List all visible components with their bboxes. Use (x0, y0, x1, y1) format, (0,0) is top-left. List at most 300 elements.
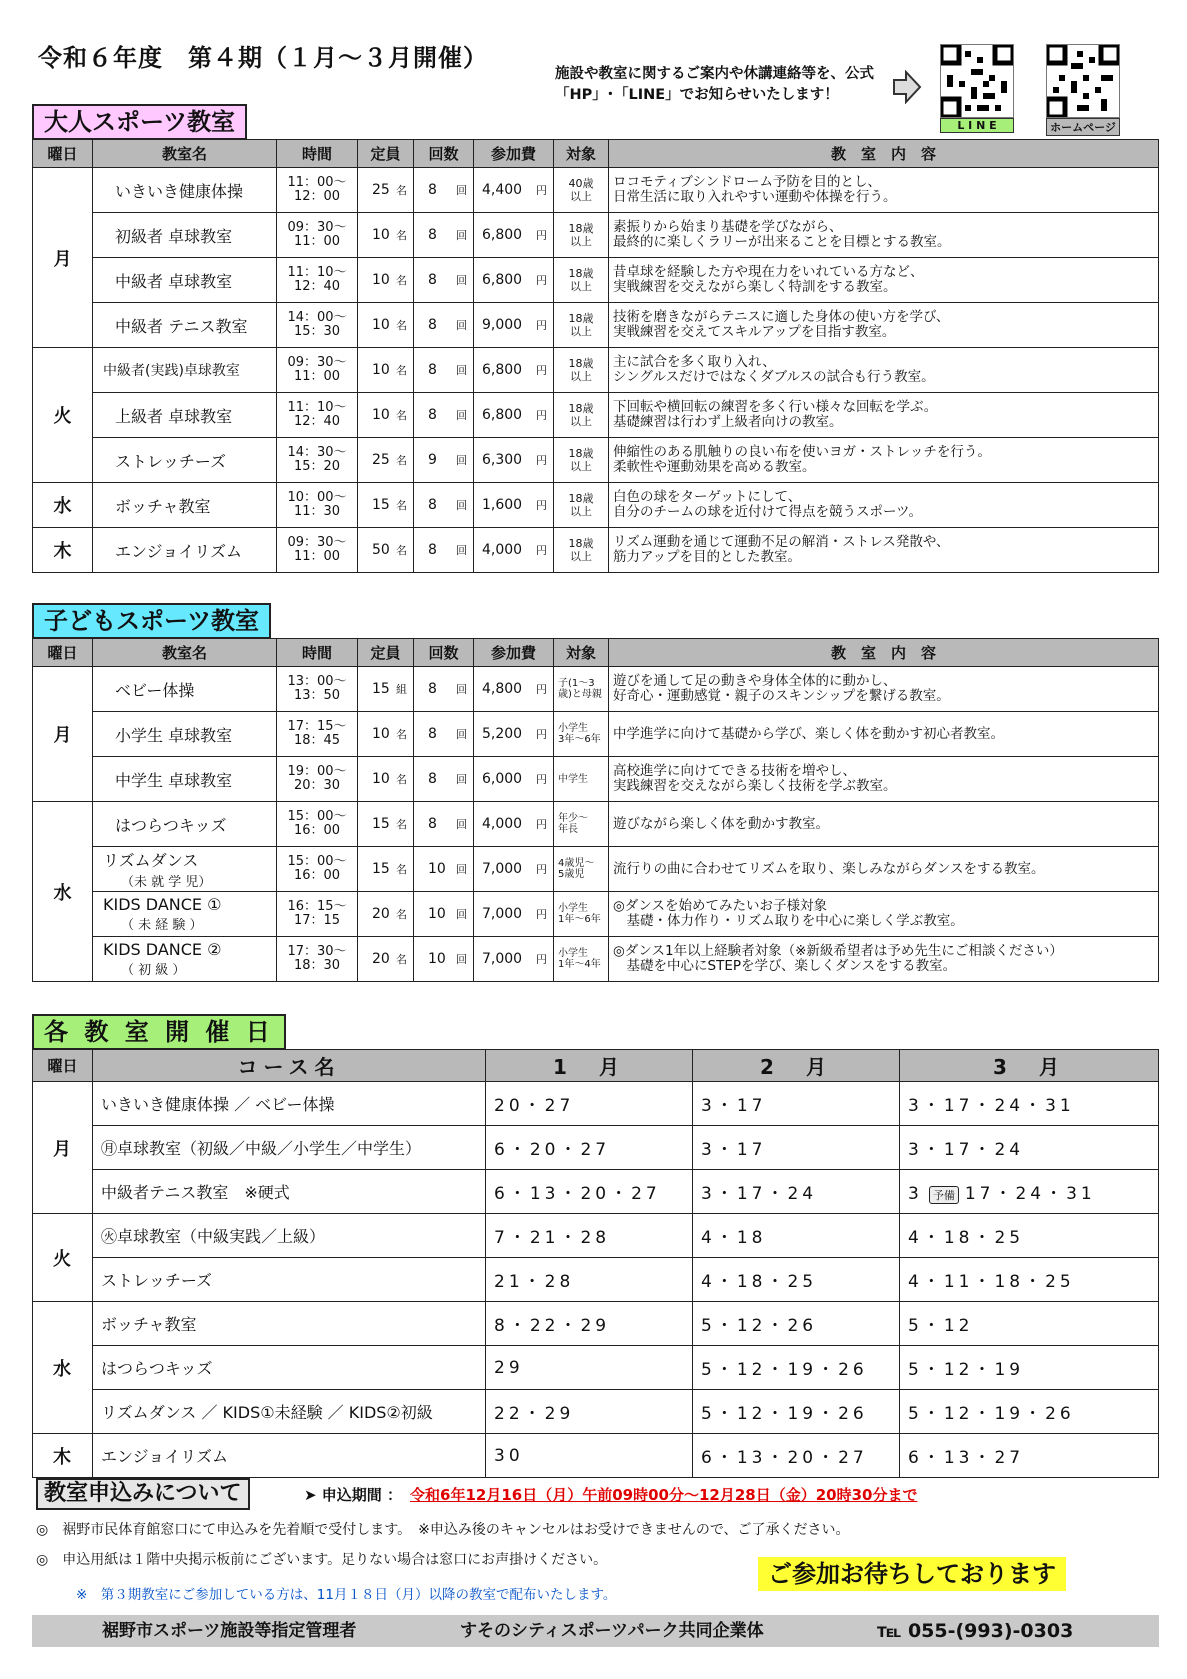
content-line-1: ◎ダンス1年以上経験者対象（※新級希望者は予め先生にご相談ください） (613, 943, 1063, 959)
count-unit: 回 (456, 319, 467, 332)
target-cell (554, 438, 609, 483)
class-name-sub: （ 未 経 験 ） (121, 918, 203, 933)
count-unit: 回 (456, 274, 467, 287)
content-line-1: 素振りから始まり基礎を学びながら、 (613, 219, 843, 235)
time-end: 12：40 (293, 279, 341, 294)
content-line-1: 高校進学に向けてできる技術を増やし、 (613, 763, 856, 779)
january-dates-text: 8・22・29 (494, 1316, 611, 1336)
target-cell (554, 303, 609, 348)
col-fee: 参加費 (474, 140, 554, 168)
target-line-1: 子(1～3 (558, 678, 595, 689)
january-dates (486, 1126, 693, 1170)
target-line-1: 18歳 (568, 267, 594, 280)
march-dates-text: 3・17・24・31 (908, 1096, 1075, 1116)
target-line-1: 18歳 (568, 402, 594, 415)
february-dates (693, 1346, 900, 1390)
col-day: 曜日 (33, 639, 93, 667)
capacity-value: 15 (372, 497, 390, 513)
content-cell (609, 528, 1159, 573)
fee-unit: 円 (536, 274, 547, 287)
col-fee: 参加費 (474, 639, 554, 667)
capacity-cell (358, 258, 414, 303)
capacity-unit: 名 (396, 863, 407, 876)
content-line-1: ◎ダンスを始めてみたいお子様対象 (613, 898, 828, 914)
day-cell: 木 (33, 1434, 93, 1478)
time-end: 11：30 (293, 504, 341, 519)
schedule-row (33, 1346, 1159, 1390)
target-line-2: 以上 (570, 460, 592, 473)
qr-homepage-label: ホームページ (1046, 118, 1120, 136)
schedule-row (33, 1390, 1159, 1434)
day-cell: 月 (33, 1082, 93, 1214)
january-dates-text: 30 (494, 1445, 524, 1466)
fee-value: 4,000 (482, 816, 523, 832)
capacity-cell (358, 712, 414, 757)
time-start: 17：30～ (287, 944, 347, 959)
count-cell (414, 168, 474, 213)
table-row (33, 348, 1159, 393)
time-start: 13：00～ (287, 674, 347, 689)
target-cell (554, 892, 609, 937)
fee-cell (474, 483, 554, 528)
col-content: 教 室 内 容 (609, 140, 1159, 168)
apply-note-2: ◎ 申込用紙は１階中央掲示板前にございます。足りない場合は窓口にお声掛けください。 (36, 1552, 608, 1568)
target-cell (554, 528, 609, 573)
course-name-text: リズムダンス ／ KIDS①未経験 ／ KIDS②初級 (101, 1403, 433, 1422)
january-dates (486, 1390, 693, 1434)
capacity-unit: 名 (396, 454, 407, 467)
time-start: 19：00～ (287, 764, 347, 779)
january-dates (486, 1346, 693, 1390)
time-end: 11：00 (293, 369, 341, 384)
target-line-2: 1年～4年 (558, 959, 601, 970)
schedule-row (33, 1434, 1159, 1478)
capacity-unit: 名 (396, 953, 407, 966)
time-start: 15：00～ (287, 854, 347, 869)
fee-unit: 円 (536, 908, 547, 921)
adult-class-table (32, 139, 1159, 573)
february-dates (693, 1302, 900, 1346)
class-name-text: リズムダンス (103, 851, 199, 870)
page-title: 令和６年度 第４期（１月～３月開催） (38, 44, 488, 72)
february-dates (693, 1258, 900, 1302)
kids-section-title: 子どもスポーツ教室 (32, 603, 271, 639)
course-name (93, 1346, 486, 1390)
content-line-1: 遊びを通して足の動きや身体全体的に動かし、 (613, 673, 897, 689)
fee-cell (474, 937, 554, 982)
col-capacity: 定員 (358, 639, 414, 667)
content-line-2: 基礎・体力作り・リズム取りを中心に楽しく学ぶ教室。 (613, 913, 964, 929)
count-unit: 回 (456, 409, 467, 422)
march-dates-text: 5・12・19・26 (908, 1404, 1075, 1424)
target-line-2: 以上 (570, 415, 592, 428)
march-dates (900, 1434, 1159, 1478)
course-name (93, 1082, 486, 1126)
fee-cell (474, 258, 554, 303)
february-dates-text: 5・12・19・26 (701, 1360, 868, 1380)
class-name-text: 中級者 テニス教室 (115, 316, 248, 336)
time-cell (277, 802, 358, 847)
target-line-1: 4歳児～ (558, 858, 595, 869)
fee-unit: 円 (536, 683, 547, 696)
count-value: 9 (428, 452, 437, 468)
count-cell (414, 303, 474, 348)
course-name-text: エンジョイリズム (101, 1447, 228, 1466)
course-name (93, 1434, 486, 1478)
time-end: 16：00 (293, 868, 341, 883)
class-name-text: 初級者 卓球教室 (115, 226, 233, 246)
table-row (33, 937, 1159, 982)
content-cell (609, 438, 1159, 483)
qr-line[interactable] (940, 44, 1014, 133)
target-cell (554, 937, 609, 982)
count-value: 8 (428, 816, 437, 832)
col-name: 教室名 (93, 639, 277, 667)
welcome-banner: ご参加お待ちしております (758, 1557, 1066, 1591)
time-start: 11：10～ (287, 265, 347, 280)
apply-title: 教室申込みについて (36, 1478, 250, 1510)
february-dates-text: 6・13・20・27 (701, 1448, 868, 1468)
time-cell (277, 258, 358, 303)
target-line-2: 3年～6年 (558, 734, 601, 745)
capacity-unit: 名 (396, 274, 407, 287)
target-cell (554, 213, 609, 258)
target-cell (554, 393, 609, 438)
march-dates-text: 5・12・19 (908, 1360, 1025, 1380)
schedule-row (33, 1214, 1159, 1258)
table-row (33, 528, 1159, 573)
content-cell (609, 802, 1159, 847)
col-content: 教 室 内 容 (609, 639, 1159, 667)
capacity-cell (358, 847, 414, 892)
content-line-1: 下回転や横回転の練習を多く行い様々な回転を学ぶ。 (613, 399, 938, 415)
apply-period-label: ➤ 申込期間 ： (304, 1486, 403, 1504)
content-cell (609, 393, 1159, 438)
january-dates-text: 7・21・28 (494, 1228, 611, 1248)
january-dates-text: 29 (494, 1357, 524, 1378)
footer-tel: ℡ 055-(993)-0303 (877, 1620, 1074, 1642)
march-dates-text: 4・18・25 (908, 1228, 1025, 1248)
capacity-cell (358, 213, 414, 258)
time-cell (277, 393, 358, 438)
content-line-1: 中学進学に向けて基礎から学び、楽しく体を動かす初心者教室。 (613, 725, 1004, 742)
schedule-row (33, 1082, 1159, 1126)
day-cell: 月 (33, 667, 93, 802)
content-cell (609, 303, 1159, 348)
content-line-1: 技術を磨きながらテニスに適した身体の使い方を学び、 (613, 309, 950, 325)
class-name (93, 438, 277, 483)
capacity-value: 10 (372, 317, 390, 333)
fee-value: 5,200 (482, 726, 523, 742)
table-row (33, 393, 1159, 438)
time-end: 18：45 (293, 733, 341, 748)
count-cell (414, 213, 474, 258)
capacity-value: 15 (372, 816, 390, 832)
fee-unit: 円 (536, 863, 547, 876)
time-cell (277, 757, 358, 802)
capacity-cell (358, 348, 414, 393)
time-start: 11：10～ (287, 400, 347, 415)
day-cell: 月 (33, 168, 93, 348)
class-name (93, 213, 277, 258)
count-unit: 回 (456, 499, 467, 512)
target-line-1: 18歳 (568, 312, 594, 325)
capacity-value: 10 (372, 272, 390, 288)
col-time: 時間 (277, 639, 358, 667)
march-dates-text: 3・17・24 (908, 1140, 1025, 1160)
fee-unit: 円 (536, 454, 547, 467)
count-cell (414, 937, 474, 982)
fee-cell (474, 712, 554, 757)
time-start: 16：15～ (287, 899, 347, 914)
february-dates-text: 3・17 (701, 1096, 767, 1116)
fee-unit: 円 (536, 773, 547, 786)
count-unit: 回 (456, 454, 467, 467)
qr-line-label: L I N E (940, 118, 1014, 133)
count-value: 8 (428, 182, 437, 198)
day-cell: 水 (33, 1302, 93, 1434)
content-line-1: リズム運動を通じて運動不足の解消・ストレス発散や、 (613, 534, 950, 550)
capacity-unit: 名 (396, 773, 407, 786)
count-cell (414, 438, 474, 483)
col-day: 曜日 (33, 1050, 93, 1082)
february-dates (693, 1126, 900, 1170)
count-cell (414, 802, 474, 847)
content-line-2: 自分のチームの球を近付けて得点を競うスポーツ。 (613, 504, 923, 520)
january-dates (486, 1214, 693, 1258)
class-name (93, 348, 277, 393)
kids-class-table (32, 638, 1159, 982)
january-dates (486, 1302, 693, 1346)
course-name (93, 1258, 486, 1302)
course-name-text: ㊋卓球教室（中級実践／上級） (101, 1227, 326, 1246)
time-end: 11：00 (293, 549, 341, 564)
target-line-1: 18歳 (568, 447, 594, 460)
class-name-sub: （ 初 級 ） (121, 963, 186, 978)
fee-value: 6,800 (482, 272, 523, 288)
fee-value: 4,400 (482, 182, 523, 198)
time-cell (277, 303, 358, 348)
time-cell (277, 892, 358, 937)
time-end: 20：30 (293, 778, 341, 793)
march-dates (900, 1390, 1159, 1434)
target-cell (554, 802, 609, 847)
content-line-2: 基礎を中心にSTEPを学び、楽しくダンスをする教室。 (613, 958, 957, 974)
capacity-cell (358, 528, 414, 573)
count-cell (414, 847, 474, 892)
time-cell (277, 483, 358, 528)
course-name-text: はつらつキッズ (101, 1359, 213, 1378)
february-dates-text: 4・18 (701, 1228, 767, 1248)
count-value: 8 (428, 681, 437, 697)
march-dates (900, 1082, 1159, 1126)
capacity-value: 15 (372, 861, 390, 877)
class-name (93, 847, 277, 892)
table-row (33, 757, 1159, 802)
fee-unit: 円 (536, 409, 547, 422)
capacity-value: 10 (372, 227, 390, 243)
target-line-2: 5歳児 (558, 869, 585, 880)
fee-cell (474, 213, 554, 258)
content-cell (609, 483, 1159, 528)
count-value: 8 (428, 317, 437, 333)
class-name-text: ストレッチーズ (115, 451, 227, 471)
content-cell (609, 712, 1159, 757)
footer-org2: すそのシティスポーツパーク共同企業体 (460, 1621, 764, 1641)
fee-unit: 円 (536, 953, 547, 966)
time-end: 15：30 (293, 324, 341, 339)
day-cell: 木 (33, 528, 93, 573)
content-line-2: 実戦練習を交えてスキルアップを目指す教室。 (613, 324, 896, 340)
capacity-unit: 名 (396, 364, 407, 377)
february-dates (693, 1434, 900, 1478)
class-name (93, 303, 277, 348)
time-start: 09：30～ (287, 220, 347, 235)
target-cell (554, 712, 609, 757)
col-capacity: 定員 (358, 140, 414, 168)
fee-cell (474, 348, 554, 393)
class-name-text: 中学生 卓球教室 (115, 770, 233, 790)
content-line-2: 好奇心・運動感覚・親子のスキンシップを繋げる教室。 (613, 688, 950, 704)
class-name (93, 168, 277, 213)
time-end: 16：00 (293, 823, 341, 838)
reserve-badge: 予備 (929, 1186, 959, 1204)
march-dates-text: 17・24・31 (964, 1184, 1096, 1204)
arrow-right-icon (892, 70, 922, 108)
march-dates (900, 1126, 1159, 1170)
fee-unit: 円 (536, 544, 547, 557)
fee-cell (474, 757, 554, 802)
count-unit: 回 (456, 364, 467, 377)
capacity-unit: 名 (396, 184, 407, 197)
qr-homepage[interactable] (1046, 44, 1120, 136)
time-end: 17：15 (293, 913, 341, 928)
class-name (93, 757, 277, 802)
capacity-cell (358, 667, 414, 712)
february-dates-text: 5・12・19・26 (701, 1404, 868, 1424)
fee-value: 7,000 (482, 861, 523, 877)
count-value: 8 (428, 407, 437, 423)
january-dates (486, 1082, 693, 1126)
time-cell (277, 213, 358, 258)
course-name (93, 1214, 486, 1258)
march-dates (900, 1346, 1159, 1390)
time-end: 11：00 (293, 234, 341, 249)
class-name (93, 528, 277, 573)
fee-value: 6,300 (482, 452, 523, 468)
footer (32, 1615, 1159, 1647)
target-line-2: 以上 (570, 235, 592, 248)
target-line-2: 以上 (570, 505, 592, 518)
table-row (33, 168, 1159, 213)
time-cell (277, 667, 358, 712)
target-cell (554, 258, 609, 303)
count-unit: 回 (456, 908, 467, 921)
fee-unit: 円 (536, 499, 547, 512)
table-row (33, 213, 1159, 258)
target-line-1: 中学生 (558, 773, 588, 785)
content-line-1: 白色の球をターゲットにして、 (613, 489, 802, 505)
target-cell (554, 667, 609, 712)
time-start: 11：00～ (287, 175, 347, 190)
count-cell (414, 348, 474, 393)
sns-notice: 施設や教室に関するご案内や休講連絡等を、公式「HP」･「LINE」でお知らせいたします！ (555, 66, 874, 103)
capacity-unit: 名 (396, 728, 407, 741)
time-cell (277, 168, 358, 213)
time-start: 17：15～ (287, 719, 347, 734)
capacity-unit: 組 (396, 683, 407, 696)
capacity-value: 10 (372, 771, 390, 787)
count-unit: 回 (456, 184, 467, 197)
col-count: 回数 (414, 639, 474, 667)
target-cell (554, 348, 609, 393)
class-name (93, 892, 277, 937)
class-name (93, 937, 277, 982)
target-line-1: 18歳 (568, 537, 594, 550)
target-line-2: 以上 (570, 370, 592, 383)
adult-section-title: 大人スポーツ教室 (32, 104, 247, 140)
content-line-2: 最終的に楽しくラリーが出来ることを目標とする教室。 (613, 234, 951, 250)
class-name (93, 667, 277, 712)
count-cell (414, 528, 474, 573)
target-line-1: 18歳 (568, 357, 594, 370)
january-dates (486, 1170, 693, 1214)
class-name-text: 中級者 卓球教室 (115, 271, 233, 291)
count-cell (414, 667, 474, 712)
march-dates (900, 1302, 1159, 1346)
capacity-value: 15 (372, 681, 390, 697)
capacity-value: 10 (372, 407, 390, 423)
time-end: 18：30 (293, 958, 341, 973)
capacity-cell (358, 802, 414, 847)
target-line-1: 小学生 (558, 903, 588, 914)
class-name-text: KIDS DANCE ② (103, 940, 222, 959)
content-cell (609, 847, 1159, 892)
fee-unit: 円 (536, 818, 547, 831)
content-line-2: 筋力アップを目的とした教室。 (613, 549, 802, 565)
time-cell (277, 937, 358, 982)
class-name-text: 上級者 卓球教室 (115, 406, 233, 426)
col-march: 3 月 (900, 1050, 1159, 1082)
col-course: コース名 (93, 1050, 486, 1082)
col-target: 対象 (554, 140, 609, 168)
target-line-2: 歳)と母親 (558, 689, 602, 700)
content-cell (609, 348, 1159, 393)
class-name-text: ボッチャ教室 (115, 496, 211, 516)
course-name-text: ストレッチーズ (101, 1271, 213, 1290)
capacity-unit: 名 (396, 818, 407, 831)
target-line-1: 18歳 (568, 492, 594, 505)
class-name-text: いきいき健康体操 (115, 181, 244, 201)
march-dates (900, 1170, 1159, 1214)
count-value: 8 (428, 227, 437, 243)
fee-value: 6,800 (482, 407, 523, 423)
target-cell (554, 847, 609, 892)
target-line-2: 以上 (570, 550, 592, 563)
fee-cell (474, 667, 554, 712)
target-cell (554, 483, 609, 528)
capacity-value: 25 (372, 452, 390, 468)
count-unit: 回 (456, 683, 467, 696)
count-value: 8 (428, 272, 437, 288)
table-row (33, 667, 1159, 712)
course-name-text: ボッチャ教室 (101, 1315, 197, 1334)
fee-unit: 円 (536, 319, 547, 332)
target-line-2: 以上 (570, 325, 592, 338)
qr-code-icon (940, 44, 1014, 118)
footer-org1: 裾野市スポーツ施設等指定管理者 (102, 1621, 357, 1641)
course-name (93, 1126, 486, 1170)
